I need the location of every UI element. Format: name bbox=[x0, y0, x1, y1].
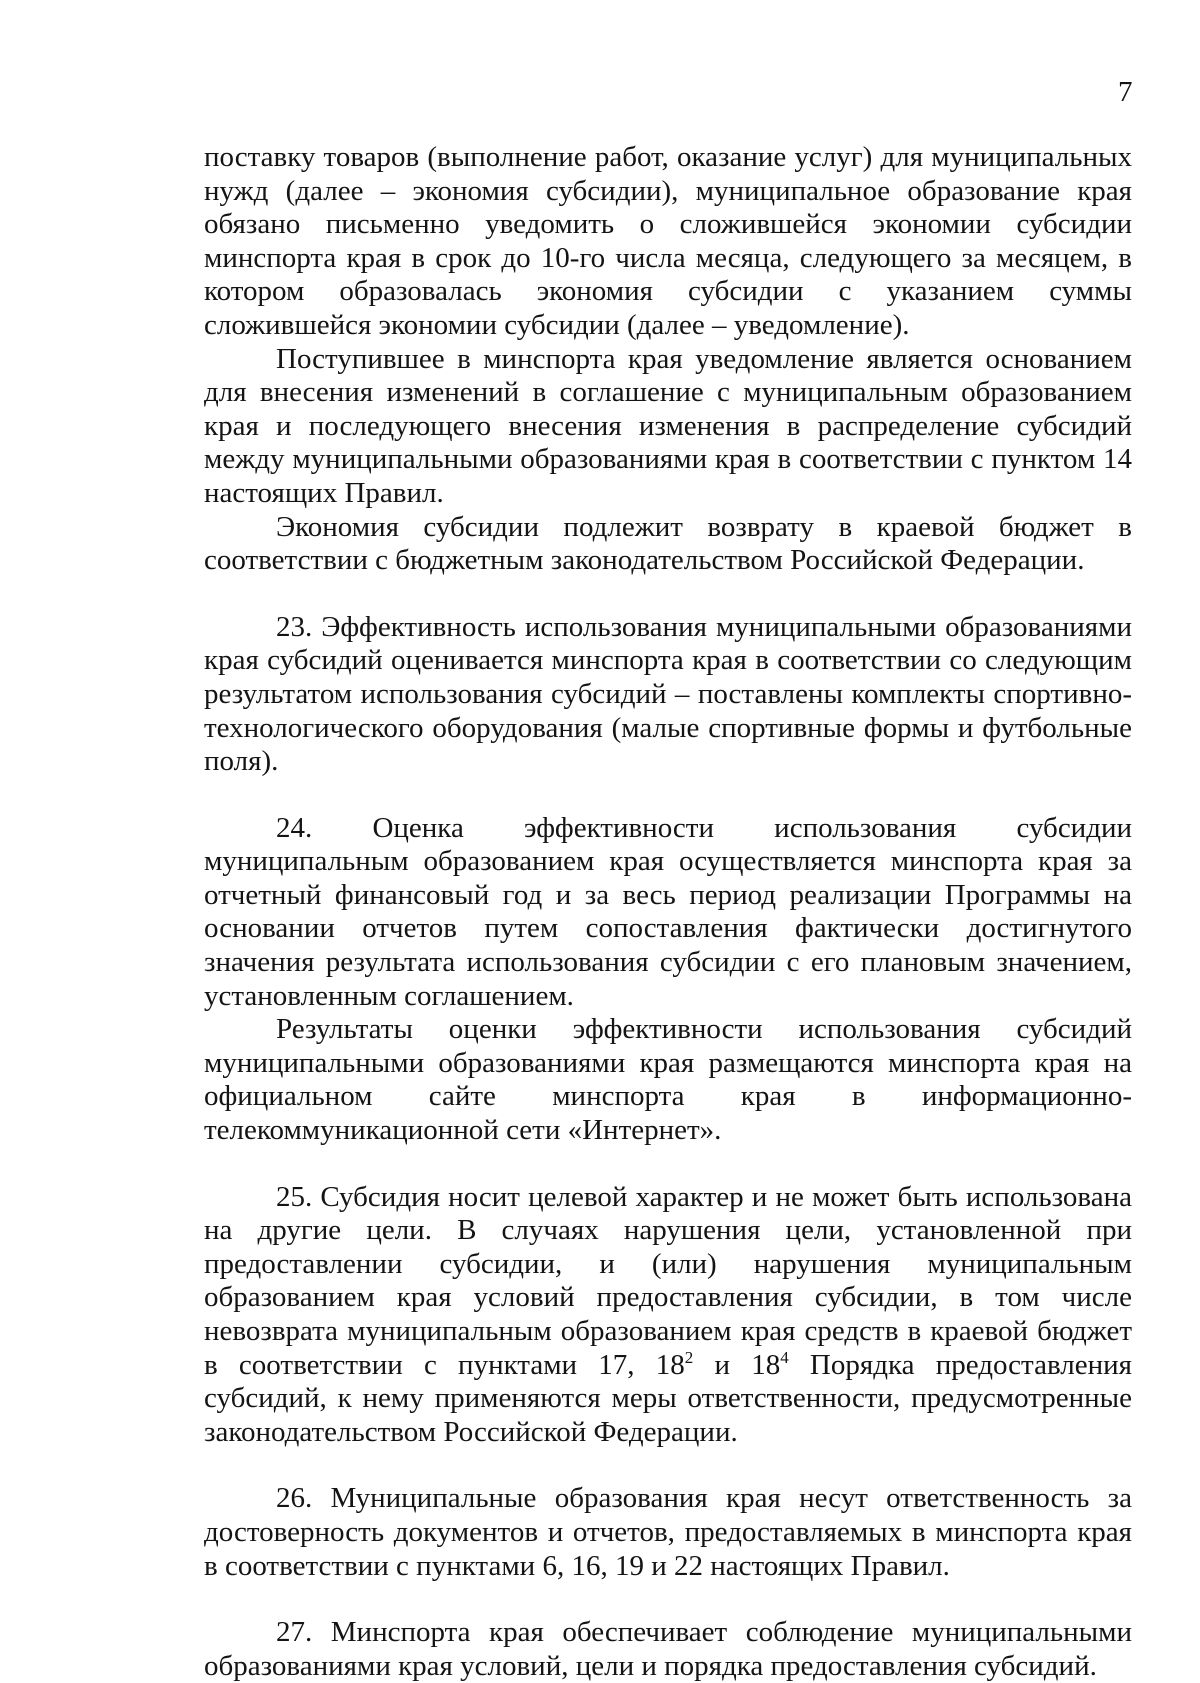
paragraph-clause-25 bbox=[204, 1181, 1132, 1450]
paragraph-economy-notice: поставку товаров (выполнение работ, оказание услуг) для муниципальных нужд (далее – экономия субсидии), муниципальное образование края обязано письменно уведомить о сложившейся экономии субсидии минспорта края в срок до 10-го числа месяца, следующего за месяцем, в котором образовалась экономия субсидии с указанием суммы сложившейся экономии субсидии (далее – уведомление). bbox=[204, 141, 1132, 341]
paragraph-economy-return: Экономия субсидии подлежит возврату в краевой бюджет в соответствии с бюджетным законодательством Российской Федерации. bbox=[204, 510, 1132, 577]
paragraph-notice-basis: Поступившее в минспорта края уведомление является основанием для внесения изменений в соглашение с муниципальным образованием края и последующего внесения изменения в распределение субсидий между муниципальными образованиями края в соответствии с пунктом 14 настоящих Правил. bbox=[204, 342, 1132, 509]
paragraph-clause-27: 27. Минспорта края обеспечивает соблюдение муниципальными образованиями края условий, цели и порядка предоставления субсидий. bbox=[204, 1616, 1132, 1682]
page-number: 7 bbox=[1118, 76, 1133, 108]
clause-25-text-part1: 25. Субсидия носит целевой характер и не может быть использована на другие цели. В случаях нарушения цели, установленной при предоставлении субсидии, и (или) нарушения муниципальным образованием края условий предоставления субсидии, в том числе невозврата муниципальным образованием края средств в краевой бюджет в соответствии с пунктами 17, 18 bbox=[204, 1180, 1132, 1381]
document-body bbox=[204, 141, 1132, 1683]
paragraph-clause-26: 26. Муниципальные образования края несут ответственность за достоверность документов и отчетов, предоставляемых в минспорта края в соответствии с пунктами 6, 16, 19 и 22 настоящих Правил. bbox=[204, 1482, 1132, 1582]
clause-25-superscript-2: 4 bbox=[780, 1347, 789, 1367]
clause-25-text-part3: Порядка предоставления субсидий, к нему применяются меры ответственности, предусмотренные законодательством Российской Федерации. bbox=[204, 1348, 1132, 1448]
clause-25-superscript-1: 2 bbox=[684, 1347, 694, 1367]
paragraph-clause-24: 24. Оценка эффективности использования субсидии муниципальным образованием края осуществляется минспорта края за отчетный финансовый год и за весь период реализации Программы на основании отчетов путем сопоставления фактически достигнутого значения результата использования субсидии с его плановым значением, установленным соглашением. bbox=[204, 811, 1132, 1012]
paragraph-clause-23: 23. Эффективность использования муниципальными образованиями края субсидий оценивается минспорта края в соответствии со следующим результатом использования субсидий – поставлены комплекты спортивно-технологического оборудования (малые спортивные формы и футбольные поля). bbox=[204, 610, 1132, 778]
paragraph-evaluation-results: Результаты оценки эффективности использования субсидий муниципальными образованиями края размещаются минспорта края на официальном сайте минспорта края в информационно-телекоммуникационной сети «Интернет». bbox=[204, 1013, 1132, 1147]
clause-25-text-part2: и 18 bbox=[693, 1348, 781, 1381]
